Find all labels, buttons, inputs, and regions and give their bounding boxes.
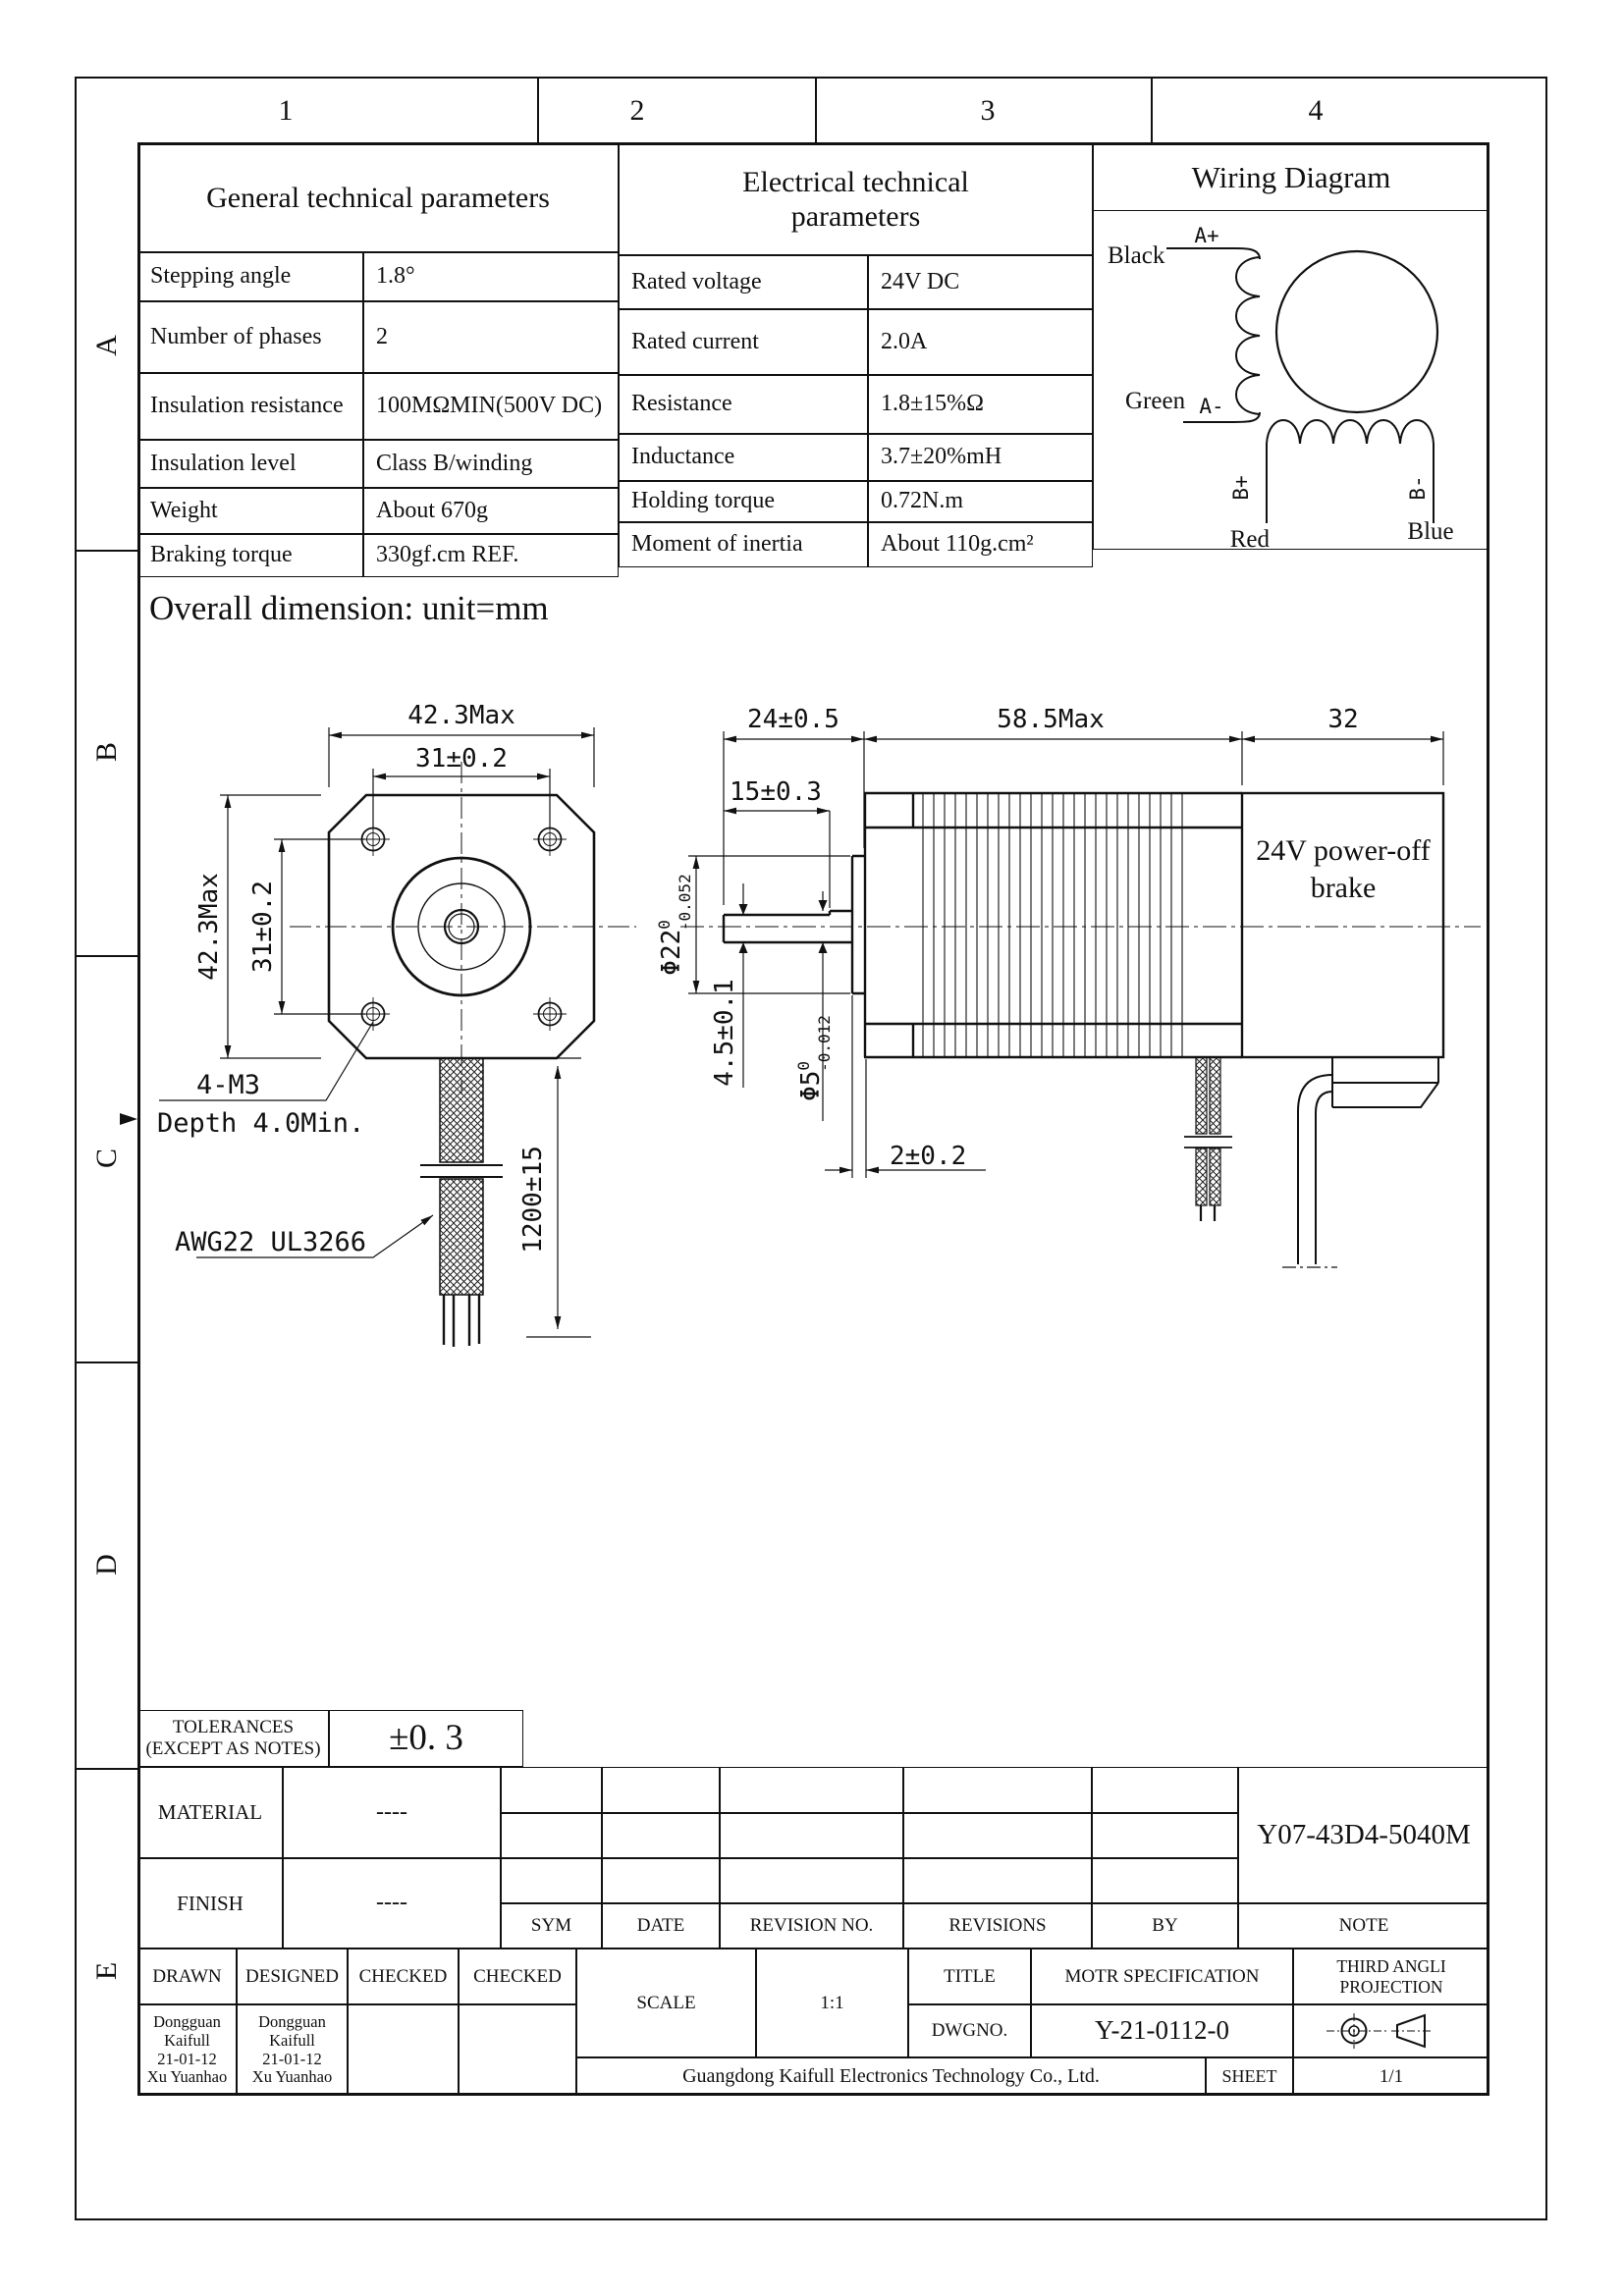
param-value: 2.0A [868, 309, 1093, 375]
param-value: 330gf.cm REF. [363, 534, 619, 577]
param-value: About 110g.cm² [868, 522, 1093, 567]
zone-tick [77, 550, 137, 552]
dim-pilot-diameter: $\Phi 22^0$ -0.052 [655, 874, 694, 976]
dim-flat-length: 15±0.3 [730, 777, 822, 807]
revision-cell [903, 1858, 1092, 1903]
finish-label: FINISH [137, 1858, 283, 1949]
dim-flat-depth: 4.5±0.1 [710, 979, 739, 1087]
zone-tick [815, 79, 817, 142]
dim-shaft-diameter: $\Phi 5^0$ -0.012 [794, 1015, 834, 1101]
sheet-label: SHEET [1206, 2057, 1293, 2096]
zone-row-a: A [90, 335, 123, 356]
rev-header-by: BY [1092, 1903, 1238, 1949]
param-value: 1.8° [363, 252, 619, 301]
wiring-diagram-title: Wiring Diagram [1093, 144, 1489, 211]
zone-tick [1151, 79, 1153, 142]
rev-header-revision-no: REVISION NO. [720, 1903, 903, 1949]
scale-value: 1:1 [756, 1949, 908, 2057]
param-label: Rated voltage [619, 255, 868, 309]
param-label: Moment of inertia [619, 522, 868, 567]
revision-cell [720, 1767, 903, 1813]
revision-cell [1092, 1813, 1238, 1858]
electrical-table-title: Electrical technical parameters [619, 144, 1093, 255]
param-label: Rated current [619, 309, 868, 375]
thread-callout-line1: 4-M3 [196, 1070, 261, 1100]
drawn-info: Dongguan Kaifull 21-01-12 Xu Yuanhao [137, 2004, 237, 2096]
designed-info: Dongguan Kaifull 21-01-12 Xu Yuanhao [237, 2004, 348, 2096]
part-number: Y07-43D4-5040M [1238, 1767, 1489, 1903]
brake-label-line2: brake [1310, 872, 1377, 904]
dim-body-length: 58.5Max [997, 705, 1105, 734]
param-label: Insulation resistance [137, 373, 363, 440]
param-label: Insulation level [137, 440, 363, 488]
terminal-b-minus: B- [1406, 475, 1430, 501]
param-value: 100MΩMIN(500V DC) [363, 373, 619, 440]
finish-value: ---- [283, 1858, 501, 1949]
wire-callout: AWG22 UL3266 [175, 1227, 367, 1257]
revision-cell [501, 1813, 602, 1858]
third-angle-projection-icon [1303, 2006, 1480, 2056]
general-table-title: General technical parameters [137, 144, 619, 252]
note-label: NOTE [1238, 1903, 1489, 1949]
title-label: TITLE [908, 1949, 1031, 2004]
param-label: Weight [137, 488, 363, 534]
title-value: MOTR SPECIFICATION [1031, 1949, 1293, 2004]
param-value: About 670g [363, 488, 619, 534]
dim-holes-top: 31±0.2 [415, 744, 508, 774]
param-label: Holding torque [619, 481, 868, 522]
dim-holes-left: 31±0.2 [248, 881, 278, 973]
dim-wire-length: 1200±15 [518, 1146, 548, 1254]
checked-info [459, 2004, 576, 2096]
zone-col-1: 1 [278, 94, 294, 127]
material-label: MATERIAL [137, 1767, 283, 1858]
wire-black-label: Black [1108, 242, 1165, 269]
dim-height-left: 42.3Max [194, 873, 224, 981]
tolerances-value: ±0. 3 [329, 1710, 523, 1767]
terminal-b-plus: B+ [1229, 475, 1253, 501]
zone-tick [77, 1768, 137, 1770]
zone-row-e: E [90, 1961, 123, 1981]
zone-col-4: 4 [1308, 94, 1324, 127]
tolerances-label: TOLERANCES (EXCEPT AS NOTES) [137, 1710, 329, 1767]
rev-header-date: DATE [602, 1903, 720, 1949]
zone-tick [77, 955, 137, 957]
dim-shaft-length: 24±0.5 [747, 705, 839, 734]
overall-dimension-title: Overall dimension: unit=mm [149, 589, 549, 627]
zone-row-d: D [90, 1554, 123, 1575]
company-name: Guangdong Kaifull Electronics Technology Co., Ltd. [576, 2057, 1206, 2096]
zone-tick [537, 79, 539, 142]
param-value: 24V DC [868, 255, 1093, 309]
projection-symbol-cell [1293, 2004, 1489, 2057]
material-value: ---- [283, 1767, 501, 1858]
designed-label: DESIGNED [237, 1949, 348, 2004]
drawn-label: DRAWN [137, 1949, 237, 2004]
param-value: Class B/winding [363, 440, 619, 488]
revision-cell [903, 1767, 1092, 1813]
revision-cell [903, 1813, 1092, 1858]
dim-boss-protrusion: 2±0.2 [890, 1142, 967, 1171]
dim-brake-length: 32 [1327, 705, 1359, 734]
param-value: 0.72N.m [868, 481, 1093, 522]
zone-col-3: 3 [980, 94, 996, 127]
revision-cell [602, 1858, 720, 1903]
scale-label: SCALE [576, 1949, 756, 2057]
thread-callout-line2: Depth 4.0Min. [157, 1108, 365, 1139]
wire-red-label: Red [1229, 526, 1270, 553]
revision-cell [720, 1858, 903, 1903]
param-value: 3.7±20%mH [868, 434, 1093, 481]
revision-cell [1092, 1858, 1238, 1903]
revision-cell [501, 1858, 602, 1903]
terminal-a-minus: A- [1199, 395, 1224, 418]
checked-info [348, 2004, 459, 2096]
projection-label: THIRD ANGLI PROJECTION [1293, 1949, 1489, 2004]
terminal-a-plus: A+ [1194, 224, 1219, 247]
dwgno-label: DWGNO. [908, 2004, 1031, 2057]
param-label: Braking torque [137, 534, 363, 577]
dwgno-value: Y-21-0112-0 [1031, 2004, 1293, 2057]
dim-width-top: 42.3Max [407, 701, 515, 730]
rev-header-revisions: REVISIONS [903, 1903, 1092, 1949]
checked-label: CHECKED [459, 1949, 576, 2004]
zone-row-c: C [90, 1148, 123, 1169]
sheet-value: 1/1 [1293, 2057, 1489, 2096]
revision-cell [602, 1767, 720, 1813]
param-label: Inductance [619, 434, 868, 481]
rev-header-sym: SYM [501, 1903, 602, 1949]
revision-cell [1092, 1767, 1238, 1813]
brake-label-line1: 24V power-off [1256, 834, 1431, 867]
zone-col-2: 2 [629, 94, 645, 127]
param-label: Resistance [619, 375, 868, 434]
zone-row-b: B [90, 742, 123, 763]
wire-green-label: Green [1125, 388, 1186, 414]
param-label: Number of phases [137, 301, 363, 373]
revision-cell [720, 1813, 903, 1858]
param-value: 1.8±15%Ω [868, 375, 1093, 434]
checked-label: CHECKED [348, 1949, 459, 2004]
param-value: 2 [363, 301, 619, 373]
wire-blue-label: Blue [1407, 518, 1454, 545]
param-label: Stepping angle [137, 252, 363, 301]
revision-cell [602, 1813, 720, 1858]
revision-cell [501, 1767, 602, 1813]
zone-tick [77, 1362, 137, 1363]
